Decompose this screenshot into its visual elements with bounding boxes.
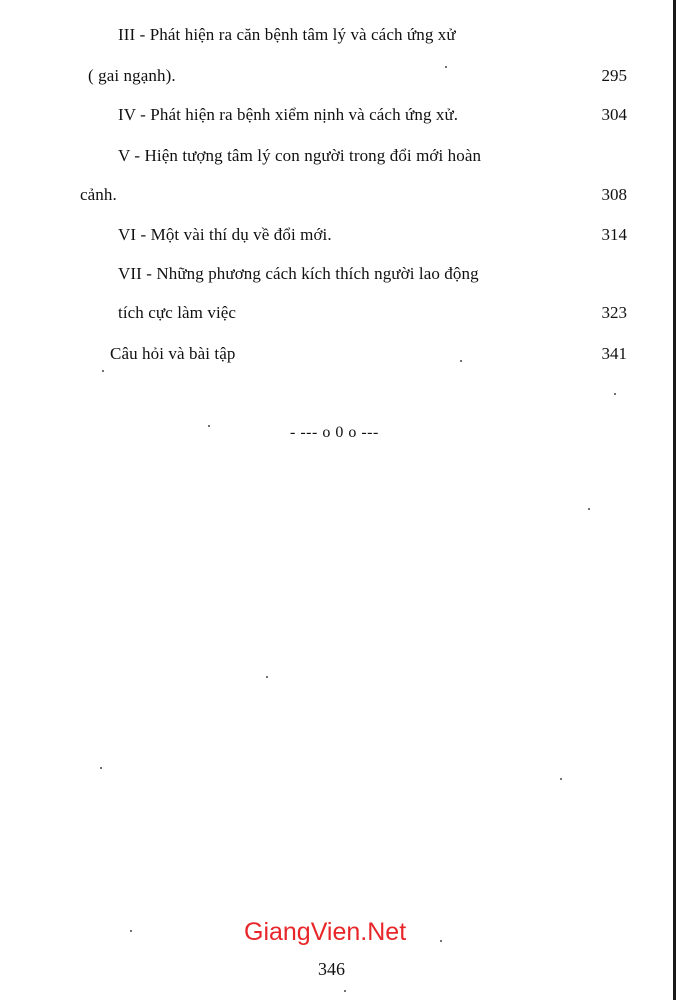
scan-speck — [100, 767, 102, 769]
section-separator: - --- o 0 o --- — [290, 424, 379, 441]
toc-entry-questions: Câu hỏi và bài tập — [110, 344, 236, 363]
scan-speck — [588, 508, 590, 510]
toc-page-v: 308 — [601, 185, 627, 204]
toc-entry-iii-line2: ( gai ngạnh). — [88, 66, 176, 85]
toc-page-questions: 341 — [601, 344, 627, 363]
toc-entry-vii-line1: VII - Những phương cách kích thích người lao động — [118, 264, 479, 283]
page-number: 346 — [318, 959, 345, 979]
scan-speck — [344, 990, 346, 992]
scan-speck — [560, 778, 562, 780]
scan-speck — [460, 360, 462, 362]
toc-page-iii: 295 — [601, 66, 627, 85]
scan-edge-line — [673, 0, 676, 1000]
toc-entry-v-line2: cảnh. — [80, 185, 117, 204]
toc-entry-vi: VI - Một vài thí dụ về đổi mới. — [118, 225, 332, 244]
toc-page-vii: 323 — [601, 303, 627, 322]
scan-speck — [208, 425, 210, 427]
watermark-text: GiangVien.Net — [244, 918, 407, 946]
scan-speck — [614, 393, 616, 395]
scan-speck — [266, 676, 268, 678]
scan-speck — [445, 66, 447, 68]
toc-entry-iv: IV - Phát hiện ra bệnh xiểm nịnh và cách ứng xử. — [118, 105, 459, 124]
toc-entry-vii-line2: tích cực làm việc — [118, 303, 237, 322]
toc-entry-v-line1: V - Hiện tượng tâm lý con người trong đổi mới hoàn — [118, 146, 482, 165]
scan-speck — [440, 940, 442, 942]
scan-speck — [130, 930, 132, 932]
toc-page-iv: 304 — [601, 105, 627, 124]
scan-speck — [102, 370, 104, 372]
toc-entry-iii-line1: III - Phát hiện ra căn bệnh tâm lý và cách ứng xử — [118, 25, 456, 44]
toc-page-vi: 314 — [601, 225, 627, 244]
